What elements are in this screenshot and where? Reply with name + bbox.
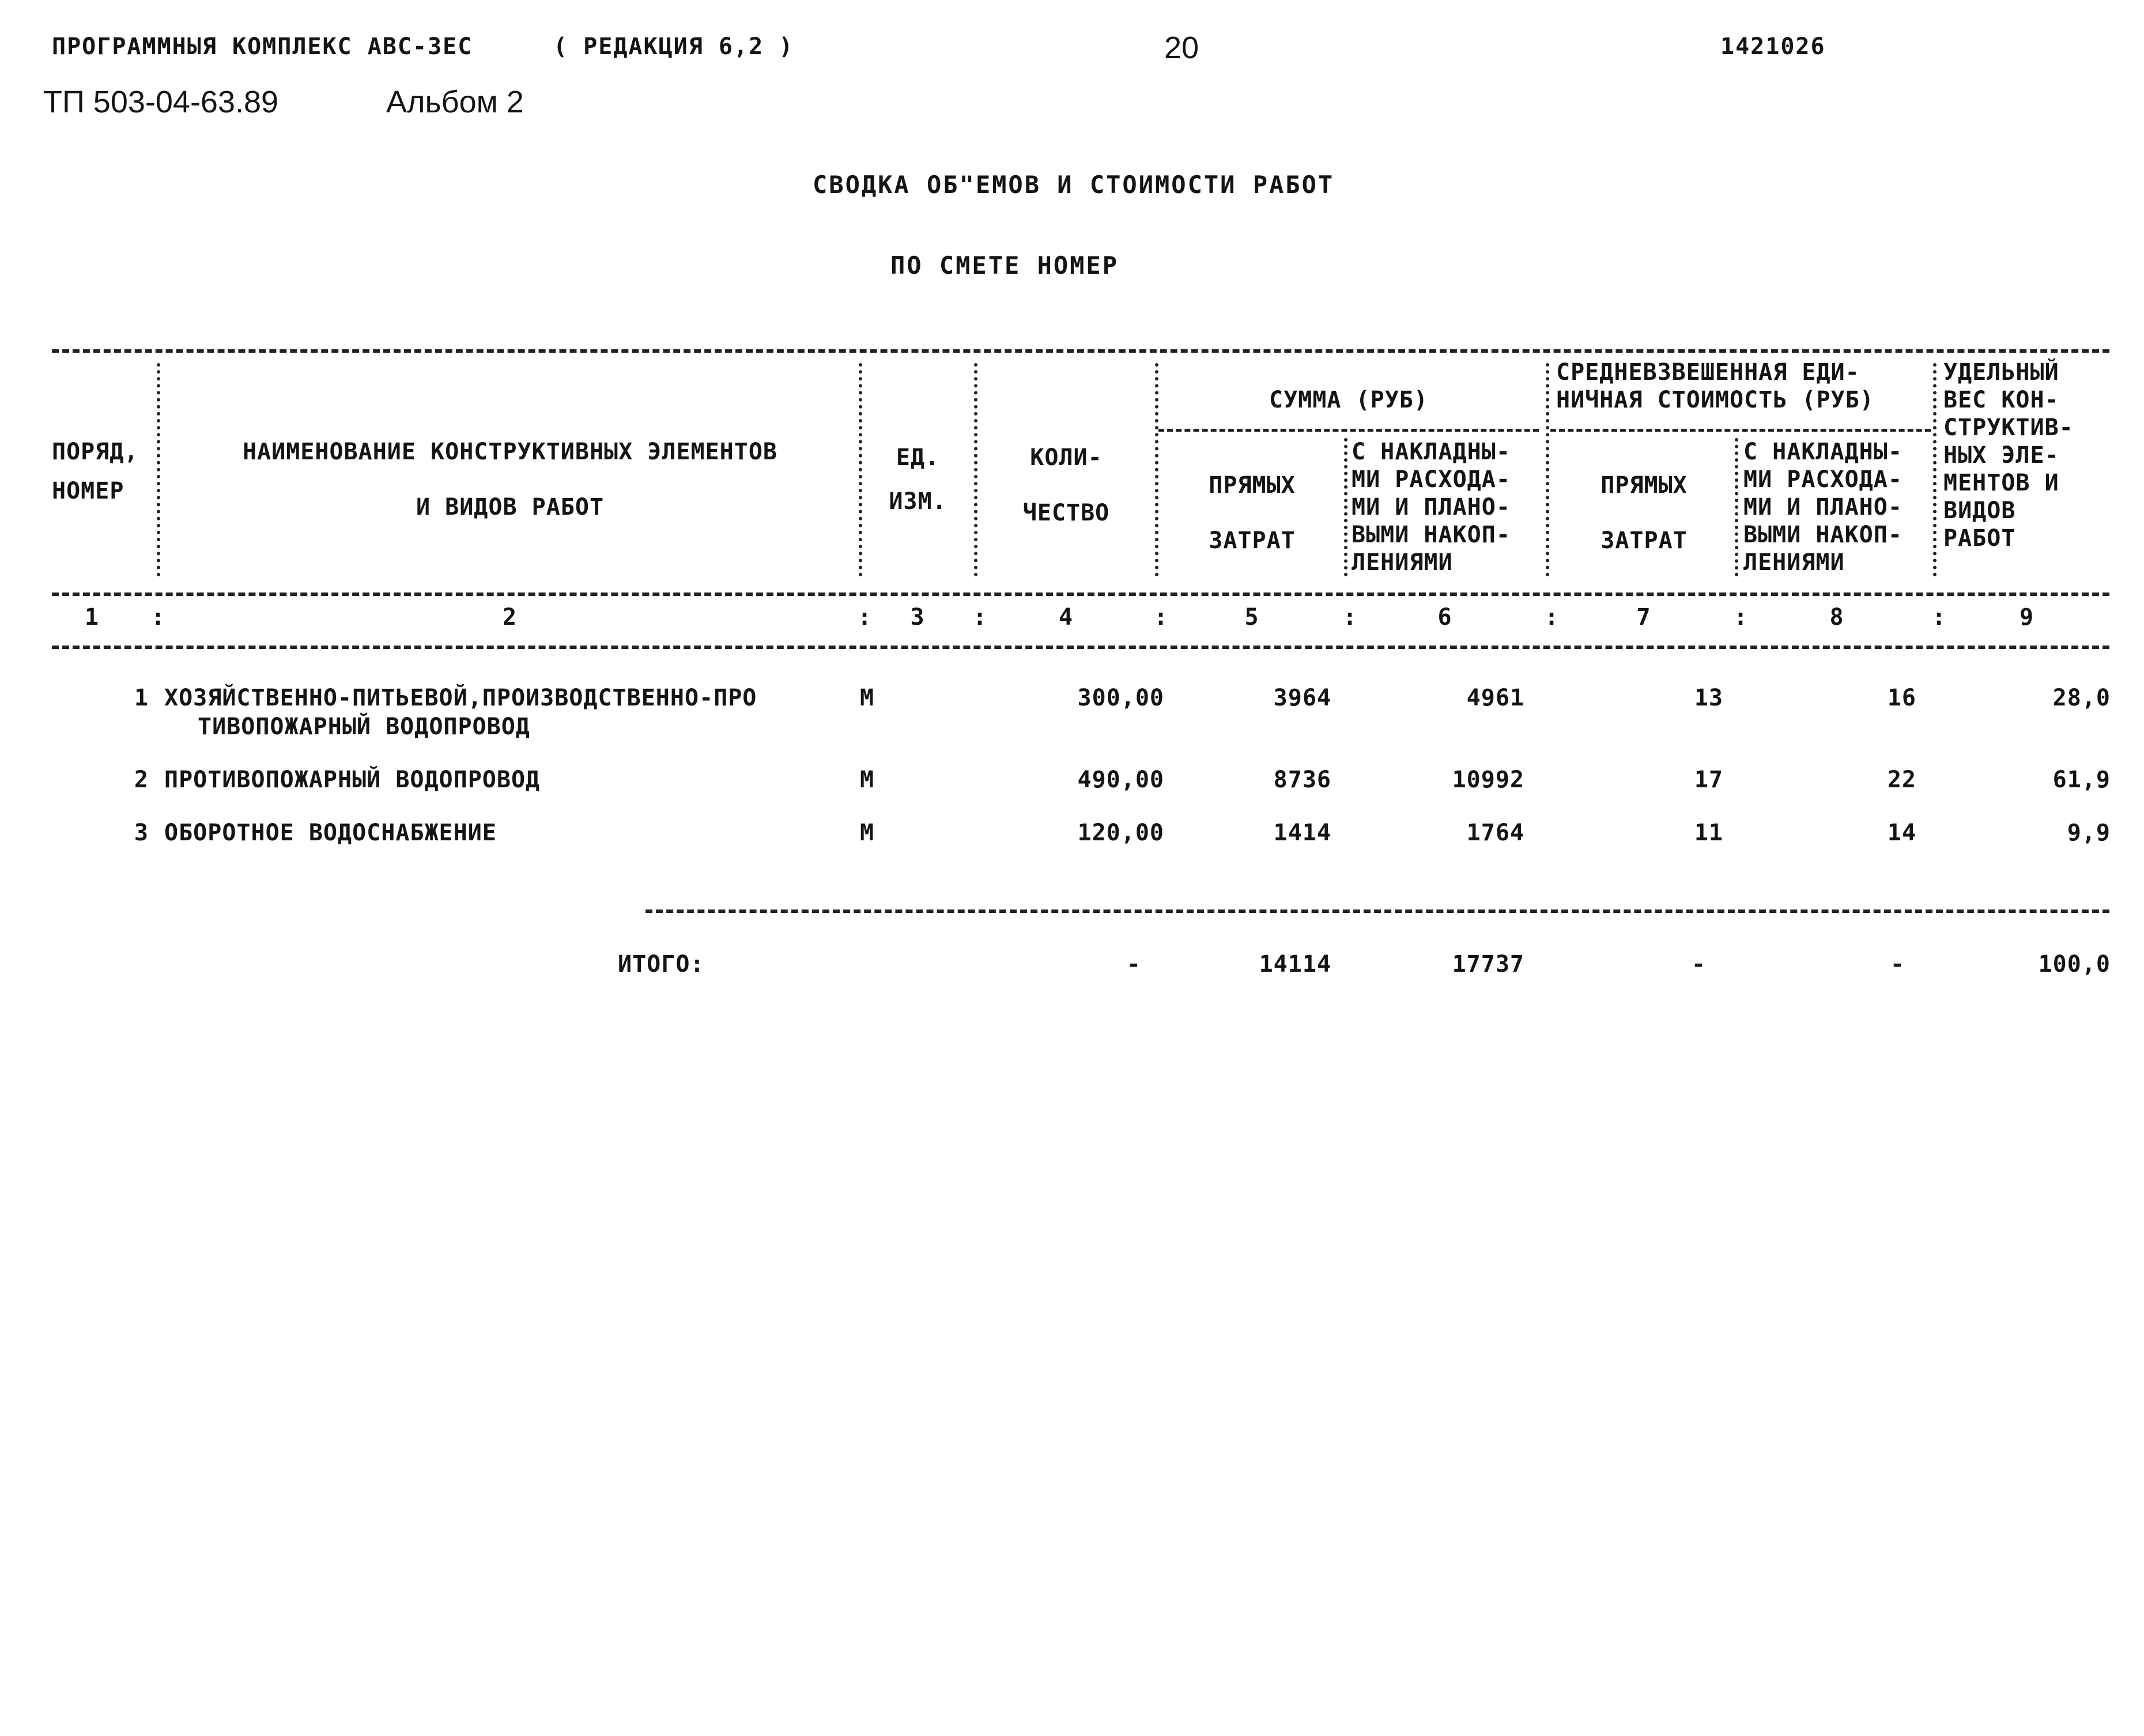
row-unit-direct: 17 [1694, 767, 1723, 793]
col-separator [1933, 363, 1941, 576]
header-sum-group: СУММА (РУБ) [1269, 387, 1428, 413]
column-number: 1 [84, 604, 100, 631]
row-quantity: 300,00 [1077, 685, 1164, 711]
page-title: СВОДКА ОБ"ЕМОВ И СТОИМОСТИ РАБОТ [813, 171, 1335, 199]
header-col8: С НАКЛАДНЫ- МИ РАСХОДА- МИ И ПЛАНО- ВЫМИ НАКОП- ЛЕНИЯМИ [1743, 439, 1903, 576]
column-number: 2 [502, 604, 518, 631]
row-total-cost: 10992 [1452, 767, 1524, 793]
table-top-rule [52, 349, 2109, 353]
header-col2: НАИМЕНОВАНИЕ КОНСТРУКТИВНЫХ ЭЛЕМЕНТОВ И ВИДОВ РАБОТ [242, 439, 778, 520]
row-direct-cost: 8736 [1273, 767, 1331, 793]
row-total-cost: 1764 [1466, 820, 1524, 846]
col-separator [157, 363, 165, 576]
total-direct-cost: 14114 [1259, 951, 1331, 978]
row-number: 3 [134, 820, 149, 846]
column-number: 9 [2019, 604, 2035, 631]
total-total-cost: 17737 [1452, 951, 1524, 978]
column-number: 8 [1829, 604, 1845, 631]
col-number-separator: : [151, 604, 167, 631]
program-name: ПРОГРАММНЫЯ КОМПЛЕКС АВС-ЗЕС [52, 33, 473, 60]
row-quantity: 490,00 [1077, 767, 1164, 793]
col-number-separator: : [1154, 604, 1169, 631]
row-share: 61,9 [2052, 767, 2111, 793]
sum-group-rule [1158, 429, 1539, 432]
row-number: 1 [134, 685, 149, 711]
page-subtitle: ПО СМЕТЕ НОМЕР [890, 251, 1119, 280]
total-unit-direct: - [1691, 951, 1706, 978]
col-separator [1735, 438, 1743, 576]
header-col9: УДЕЛЬНЫЙ ВЕС КОН- СТРУКТИВ- НЫХ ЭЛЕ- МЕНТОВ И ВИДОВ РАБОТ [1943, 359, 2074, 552]
col-number-separator: : [858, 604, 873, 631]
column-number: 4 [1058, 604, 1074, 631]
row-unit: М [860, 767, 875, 793]
project-code: ТП 503-04-63.89 [43, 85, 279, 119]
album: Альбом 2 [386, 85, 524, 119]
row-unit: М [860, 685, 875, 711]
col-number-separator: : [1932, 604, 1947, 631]
edition: ( РЕДАКЦИЯ 6,2 ) [553, 33, 794, 60]
column-number: 5 [1244, 604, 1260, 631]
row-unit-total: 14 [1887, 820, 1916, 846]
col-number-separator: : [1734, 604, 1749, 631]
row-unit-direct: 11 [1694, 820, 1723, 846]
total-label: ИТОГО: [618, 951, 705, 978]
row-unit: М [860, 820, 875, 846]
total-rule [646, 909, 2109, 913]
header-col4: КОЛИ- ЧЕСТВО [1022, 444, 1110, 526]
header-avg-group: СРЕДНЕВЗВЕШЕННАЯ ЕДИ- НИЧНАЯ СТОИМОСТЬ (РУБ) [1556, 359, 1874, 413]
header-col3: ЕД. ИЗМ. [889, 444, 947, 515]
doc-code: 1421026 [1720, 33, 1826, 60]
header-col6: С НАКЛАДНЫ- МИ РАСХОДА- МИ И ПЛАНО- ВЫМИ НАКОП- ЛЕНИЯМИ [1352, 439, 1511, 576]
col-number-separator: : [973, 604, 988, 631]
row-name: ХОЗЯЙСТВЕННО-ПИТЬЕВОЙ,ПРОИЗВОДСТВЕННО-ПРО ТИВОПОЖАРНЫЙ ВОДОПРОВОД [164, 685, 757, 740]
row-quantity: 120,00 [1077, 820, 1164, 846]
column-numbers-rule [52, 646, 2109, 649]
row-share: 28,0 [2052, 685, 2111, 711]
column-number: 3 [910, 604, 926, 631]
row-direct-cost: 3964 [1273, 685, 1331, 711]
row-direct-cost: 1414 [1273, 820, 1331, 846]
avg-group-rule [1550, 429, 1931, 432]
header-col7: ПРЯМЫХ ЗАТРАТ [1601, 472, 1688, 554]
header-bottom-rule [52, 592, 2109, 596]
col-separator [1546, 363, 1554, 576]
row-name: ОБОРОТНОЕ ВОДОСНАБЖЕНИЕ [164, 820, 497, 846]
row-name: ПРОТИВОПОЖАРНЫЙ ВОДОПРОВОД [164, 767, 541, 793]
row-unit-total: 16 [1887, 685, 1916, 711]
row-number: 2 [134, 767, 149, 793]
col-number-separator: : [1343, 604, 1358, 631]
row-share: 9,9 [2067, 820, 2111, 846]
total-quantity: - [1126, 951, 1141, 978]
total-unit-total: - [1890, 951, 1905, 978]
row-unit-direct: 13 [1694, 685, 1723, 711]
column-number: 7 [1636, 604, 1652, 631]
page-number: 20 [1164, 31, 1199, 65]
col-separator [1344, 438, 1352, 576]
header-col1: ПОРЯД, НОМЕР [52, 439, 139, 504]
col-number-separator: : [1545, 604, 1560, 631]
total-share: 100,0 [2038, 951, 2111, 978]
row-unit-total: 22 [1887, 767, 1916, 793]
row-total-cost: 4961 [1466, 685, 1524, 711]
column-number: 6 [1437, 604, 1453, 631]
header-col5: ПРЯМЫХ ЗАТРАТ [1209, 472, 1296, 554]
